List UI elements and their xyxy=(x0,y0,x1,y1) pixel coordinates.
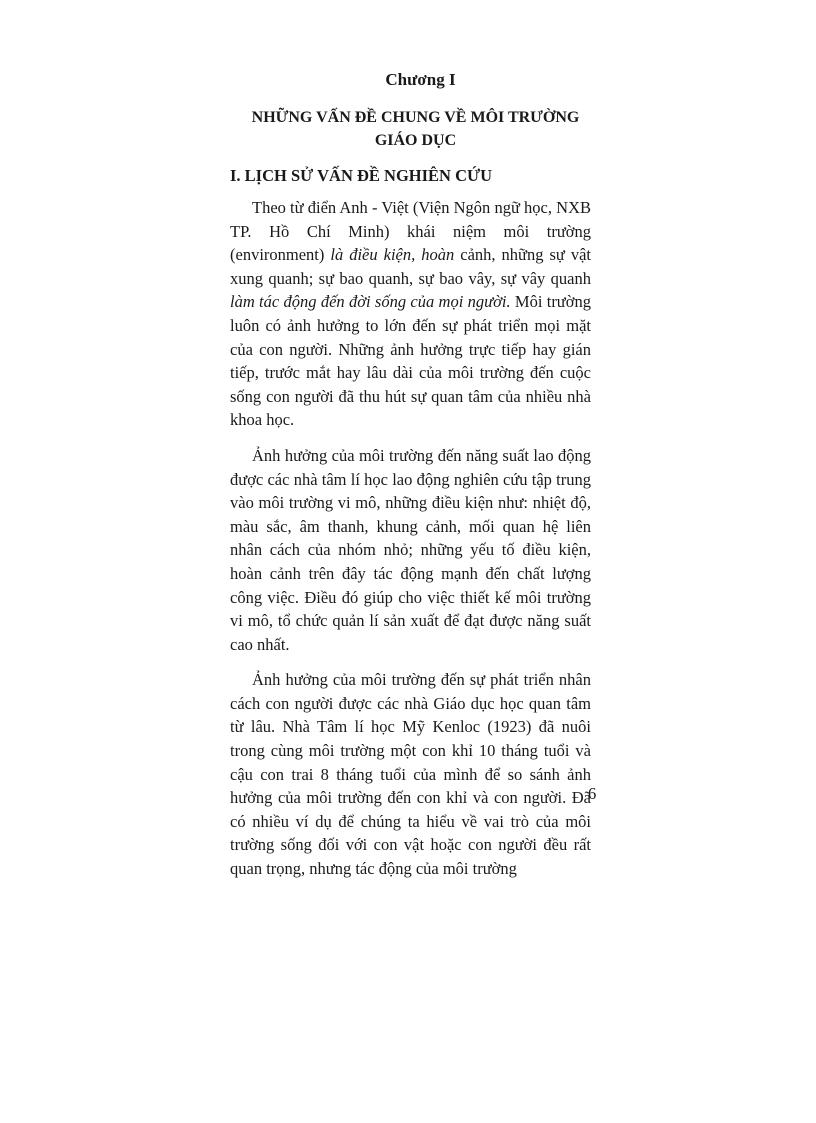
chapter-title-line-1: NHỮNG VẤN ĐỀ CHUNG VỀ MÔI TRƯỜNG xyxy=(251,109,580,126)
chapter-heading: Chương I xyxy=(385,70,456,89)
paragraph-1-italic-b: làm tác động đến đời sống của mọi người. xyxy=(230,292,511,312)
paragraph-3: Ảnh hưởng của môi trường đến sự phát triển nhân cách con người được các nhà Giáo dục học quan tâm từ lâu. Nhà Tâm lí học Mỹ Kenloc (1923) đã nuôi trong cùng môi trường một con khỉ 10 tháng tuổi và cậu con trai 8 tháng tuổi của mình để so sánh ảnh hưởng của môi trường đến con khỉ và con người. Đã có nhiều ví dụ để chúng ta hiểu về vai trò của môi trường sống đối với con vật hoặc con người đều rất quan trọng, nhưng tác động của môi trường xyxy=(230,670,591,879)
document-page xyxy=(230,70,591,893)
paragraph-1-text-b: cảnh, những sự vật xung quanh; sự bao quanh, sự bao vây, sự vây quanh xyxy=(230,245,591,288)
paragraph-2: Ảnh hưởng của môi trường đến năng suất lao động được các nhà tâm lí học lao động nghiên cứu tập trung vào môi trường vi mô, những điều kiện như: nhiệt độ, màu sắc, âm thanh, khung cảnh, mối quan hệ liên nhân cách của nhóm nhỏ; những yếu tố điều kiện, hoàn cảnh trên đây tác động mạnh đến chất lượng công việc. Điều đó giúp cho việc thiết kế môi trường vi mô, tổ chức quản lí sản xuất để đạt được năng suất cao nhất. xyxy=(230,445,591,654)
chapter-title-line-2: GIÁO DỤC xyxy=(374,132,457,149)
paragraph-1 xyxy=(230,196,591,432)
chapter-title xyxy=(230,106,591,152)
section-heading: I. LỊCH SỬ VẤN ĐỀ NGHIÊN CỨU xyxy=(230,166,493,185)
paragraph-1-text-c: Môi trường luôn có ảnh hưởng to lớn đến sự phát triển mọi mặt của con người. Những ảnh hưởng trực tiếp hay gián tiếp, trước mắt hay lâu dài của môi trường đến cuộc sống con người đã thu hút sự quan tâm của nhiều nhà khoa học. xyxy=(230,292,591,430)
paragraph-1-italic-a: là điều kiện, hoàn xyxy=(330,245,455,265)
paragraph-1-text-a: Theo từ điển Anh - Việt (Viện Ngôn ngữ học, NXB TP. Hồ Chí Minh) khái niệm môi trường (environment) xyxy=(230,198,591,265)
page-number: 6 xyxy=(588,784,597,803)
